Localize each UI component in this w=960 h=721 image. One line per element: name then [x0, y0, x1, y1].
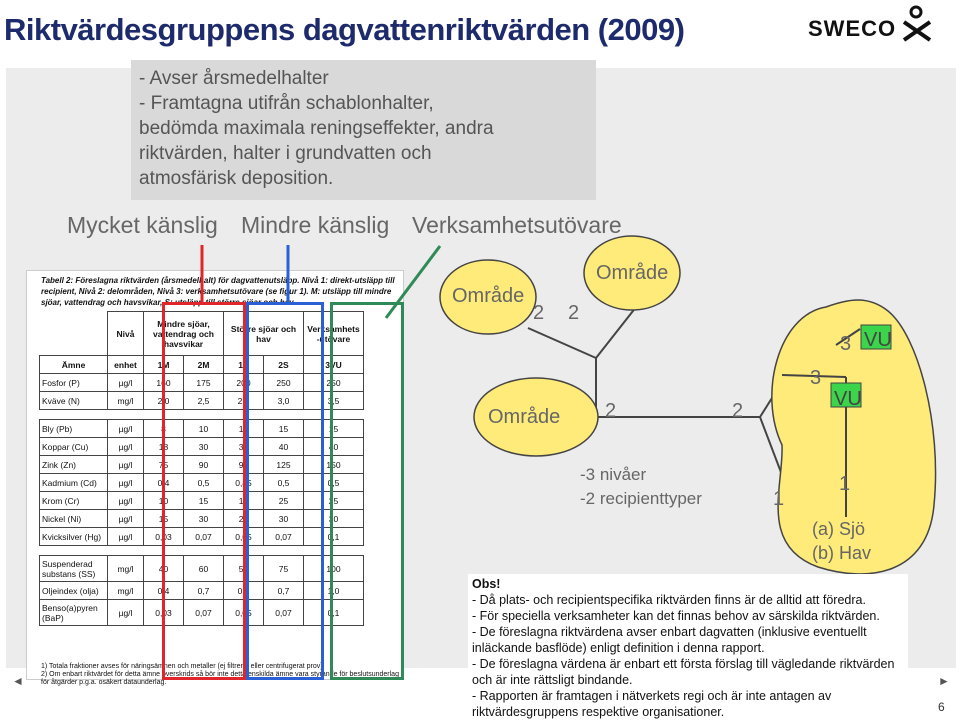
cell: 100 — [304, 556, 364, 582]
cell: 20 — [224, 510, 264, 528]
cell: 2,5 — [224, 392, 264, 410]
cell: 0,1 — [304, 528, 364, 546]
cell: 3,0 — [264, 392, 304, 410]
cell: 0,45 — [224, 474, 264, 492]
cell: 15 — [184, 492, 224, 510]
legend-levels: -3 nivåer — [580, 465, 647, 484]
footnote: 1) Totala fraktioner avses för näringsämnen och metaller (ej filtrerat eller centrifugerat prov). — [41, 663, 325, 670]
row-amne: Oljeindex (olja) — [40, 582, 108, 600]
row-amne: Bly (Pb) — [40, 420, 108, 438]
prev-slide-button[interactable]: ◄ — [12, 674, 24, 688]
col-header: 2S — [264, 356, 304, 374]
cell: 150 — [304, 456, 364, 474]
note-line: - Avser årsmedelhalter — [139, 68, 329, 89]
row-enhet: µg/l — [108, 456, 144, 474]
table-caption: Tabell 2: Föreslagna riktvärden (årsmedelhalt) för dagvattenutsläpp. Nivå 1: direkt-utsläpp till recipient, Nivå 2: delområden, Nivå 3: verksamhetsutövare (se figur 1). M: utsläpp till mindre sjöar, vattendrag och havsvikar, S: utsläpp till större sjöar och hav — [41, 276, 395, 307]
cell: 0,5 — [184, 474, 224, 492]
row-enhet: µg/l — [108, 600, 144, 626]
obs-line: - De föreslagna riktvärdena avser enbart dagvatten (inklusive eventuellt inläckande basflöde) enligt definition i denna rapport. — [472, 625, 867, 655]
cell: 30 — [264, 510, 304, 528]
cell: 30 — [304, 510, 364, 528]
row-amne: Benso(a)pyren (BaP) — [40, 600, 108, 626]
cell: 250 — [304, 374, 364, 392]
note-line: - Framtagna utifrån schablonhalter, — [139, 93, 434, 114]
footnote: 2) Om enbart riktvärdet för detta ämne överskrids så bör inte detta enskilda ämne vara styrande för beslutsunderlag för åtgärder p.g.a. osäkert dataunderlag. — [41, 671, 399, 686]
cell: 8 — [144, 420, 184, 438]
header-group-v: Verksamhets -utövare — [304, 312, 364, 356]
page-number: 6 — [938, 700, 945, 714]
cell: 15 — [224, 492, 264, 510]
header-amne: Ämne — [40, 356, 108, 374]
note-line: riktvärden, halter i grundvatten och — [139, 143, 432, 164]
cell: 200 — [224, 374, 264, 392]
cell: 0,7 — [264, 582, 304, 600]
header-group-s: Större sjöar och hav — [224, 312, 304, 356]
cell: 0,4 — [144, 582, 184, 600]
obs-line: - För speciella verksamheter kan det finnas behov av särskilda riktvärden. — [472, 609, 880, 623]
row-enhet: mg/l — [108, 392, 144, 410]
row-enhet: mg/l — [108, 582, 144, 600]
cell: 30 — [184, 510, 224, 528]
row-amne: Fosfor (P) — [40, 374, 108, 392]
label-level-1b: 1 — [839, 473, 851, 495]
recipient-hav: (b) Hav — [812, 543, 872, 563]
cell: 40 — [304, 438, 364, 456]
cell: 25 — [304, 492, 364, 510]
legend-recipients: -2 recipienttyper — [580, 489, 702, 508]
label-level-2b: 2 — [568, 302, 580, 324]
recipient-types — [812, 517, 871, 565]
cell: 3,5 — [304, 392, 364, 410]
label-omrade-1: Område — [452, 285, 525, 307]
col-header: 1S — [224, 356, 264, 374]
label-level-2c: 2 — [605, 400, 617, 422]
label-level-2a: 2 — [533, 302, 545, 324]
row-amne: Kvicksilver (Hg) — [40, 528, 108, 546]
obs-title: Obs! — [472, 577, 501, 591]
cell: 175 — [184, 374, 224, 392]
cell: 60 — [184, 556, 224, 582]
cell: 18 — [144, 438, 184, 456]
sweco-logo: SWECO — [808, 16, 897, 41]
cell: 90 — [184, 456, 224, 474]
cell: 0,03 — [144, 600, 184, 626]
label-level-3a: 3 — [810, 367, 822, 389]
row-amne: Zink (Zn) — [40, 456, 108, 474]
cell: 40 — [264, 438, 304, 456]
note-line: bedömda maximala reningseffekter, andra — [139, 118, 494, 139]
label-level-3b: 3 — [840, 333, 852, 355]
row-enhet: µg/l — [108, 438, 144, 456]
cell: 0,7 — [184, 582, 224, 600]
cell: 30 — [224, 438, 264, 456]
header-enhet: enhet — [108, 356, 144, 374]
cell: 125 — [264, 456, 304, 474]
obs-line: - Rapporten är framtagen i nätverkets regi och är inte antagen av riktvärdesgruppens respektive organisationer. — [472, 689, 832, 719]
cell: 0,5 — [304, 474, 364, 492]
col-header: 2M — [184, 356, 224, 374]
category-mindre: Mindre känslig — [241, 212, 390, 238]
cell: 90 — [224, 456, 264, 474]
row-enhet: µg/l — [108, 474, 144, 492]
obs-box — [468, 574, 908, 719]
cell: 2,0 — [144, 392, 184, 410]
cell: 15 — [264, 420, 304, 438]
row-enhet: µg/l — [108, 420, 144, 438]
diagram-legend — [580, 463, 702, 511]
label-omrade-3: Område — [488, 406, 561, 428]
cell: 50 — [224, 556, 264, 582]
label-vu-lower: VU — [834, 388, 862, 410]
cell: 15 — [144, 510, 184, 528]
category-mycket: Mycket känslig — [67, 212, 218, 238]
label-vu-upper: VU — [864, 329, 892, 351]
cell: 250 — [264, 374, 304, 392]
cell: 75 — [144, 456, 184, 474]
label-level-1a: 1 — [773, 488, 785, 510]
row-amne: Suspenderad substans (SS) — [40, 556, 108, 582]
cell: 1,0 — [304, 582, 364, 600]
cell: 30 — [184, 438, 224, 456]
row-amne: Kadmium (Cd) — [40, 474, 108, 492]
recipient-sjo: (a) Sjö — [812, 519, 866, 539]
label-level-2d: 2 — [732, 400, 744, 422]
next-slide-button[interactable]: ► — [938, 674, 950, 688]
cell: 0,05 — [224, 528, 264, 546]
cell: 0,1 — [304, 600, 364, 626]
cell: 10 — [224, 420, 264, 438]
header-niva: Nivå — [108, 312, 144, 356]
col-header: 3VU — [304, 356, 364, 374]
cell: 0,03 — [144, 528, 184, 546]
cell: 0,5 — [224, 582, 264, 600]
row-enhet: µg/l — [108, 374, 144, 392]
obs-line: - De föreslagna värdena är enbart ett första förslag till vägledande riktvärden och är inte rättsligt bindande. — [472, 657, 895, 687]
cell: 0,07 — [184, 528, 224, 546]
cell: 0,05 — [224, 600, 264, 626]
row-enhet: µg/l — [108, 510, 144, 528]
row-amne: Krom (Cr) — [40, 492, 108, 510]
cell: 2,5 — [184, 392, 224, 410]
cell: 0,07 — [184, 600, 224, 626]
cell: 75 — [264, 556, 304, 582]
row-enhet: µg/l — [108, 528, 144, 546]
cell: 0,07 — [264, 600, 304, 626]
cell: 0,07 — [264, 528, 304, 546]
col-header: 1M — [144, 356, 184, 374]
obs-line: - Då plats- och recipientspecifika riktvärden finns är de alltid att föredra. — [472, 593, 866, 607]
cell: 160 — [144, 374, 184, 392]
row-amne: Nickel (Ni) — [40, 510, 108, 528]
cell: 10 — [144, 492, 184, 510]
cell: 15 — [304, 420, 364, 438]
cell: 0,5 — [264, 474, 304, 492]
cell: 10 — [184, 420, 224, 438]
header-group-m: Mindre sjöar, vattendrag och havsvikar — [144, 312, 224, 356]
cell: 40 — [144, 556, 184, 582]
category-verksamhet: Verksamhetsutövare — [412, 212, 622, 238]
cell: 0,4 — [144, 474, 184, 492]
row-enhet: mg/l — [108, 556, 144, 582]
slide-title: Riktvärdesgruppens dagvattenriktvärden (2009) — [4, 12, 685, 47]
note-line: atmosfärisk deposition. — [139, 168, 334, 189]
row-amne: Koppar (Cu) — [40, 438, 108, 456]
row-amne: Kväve (N) — [40, 392, 108, 410]
row-enhet: µg/l — [108, 492, 144, 510]
label-omrade-2: Område — [596, 262, 669, 284]
cell: 25 — [264, 492, 304, 510]
